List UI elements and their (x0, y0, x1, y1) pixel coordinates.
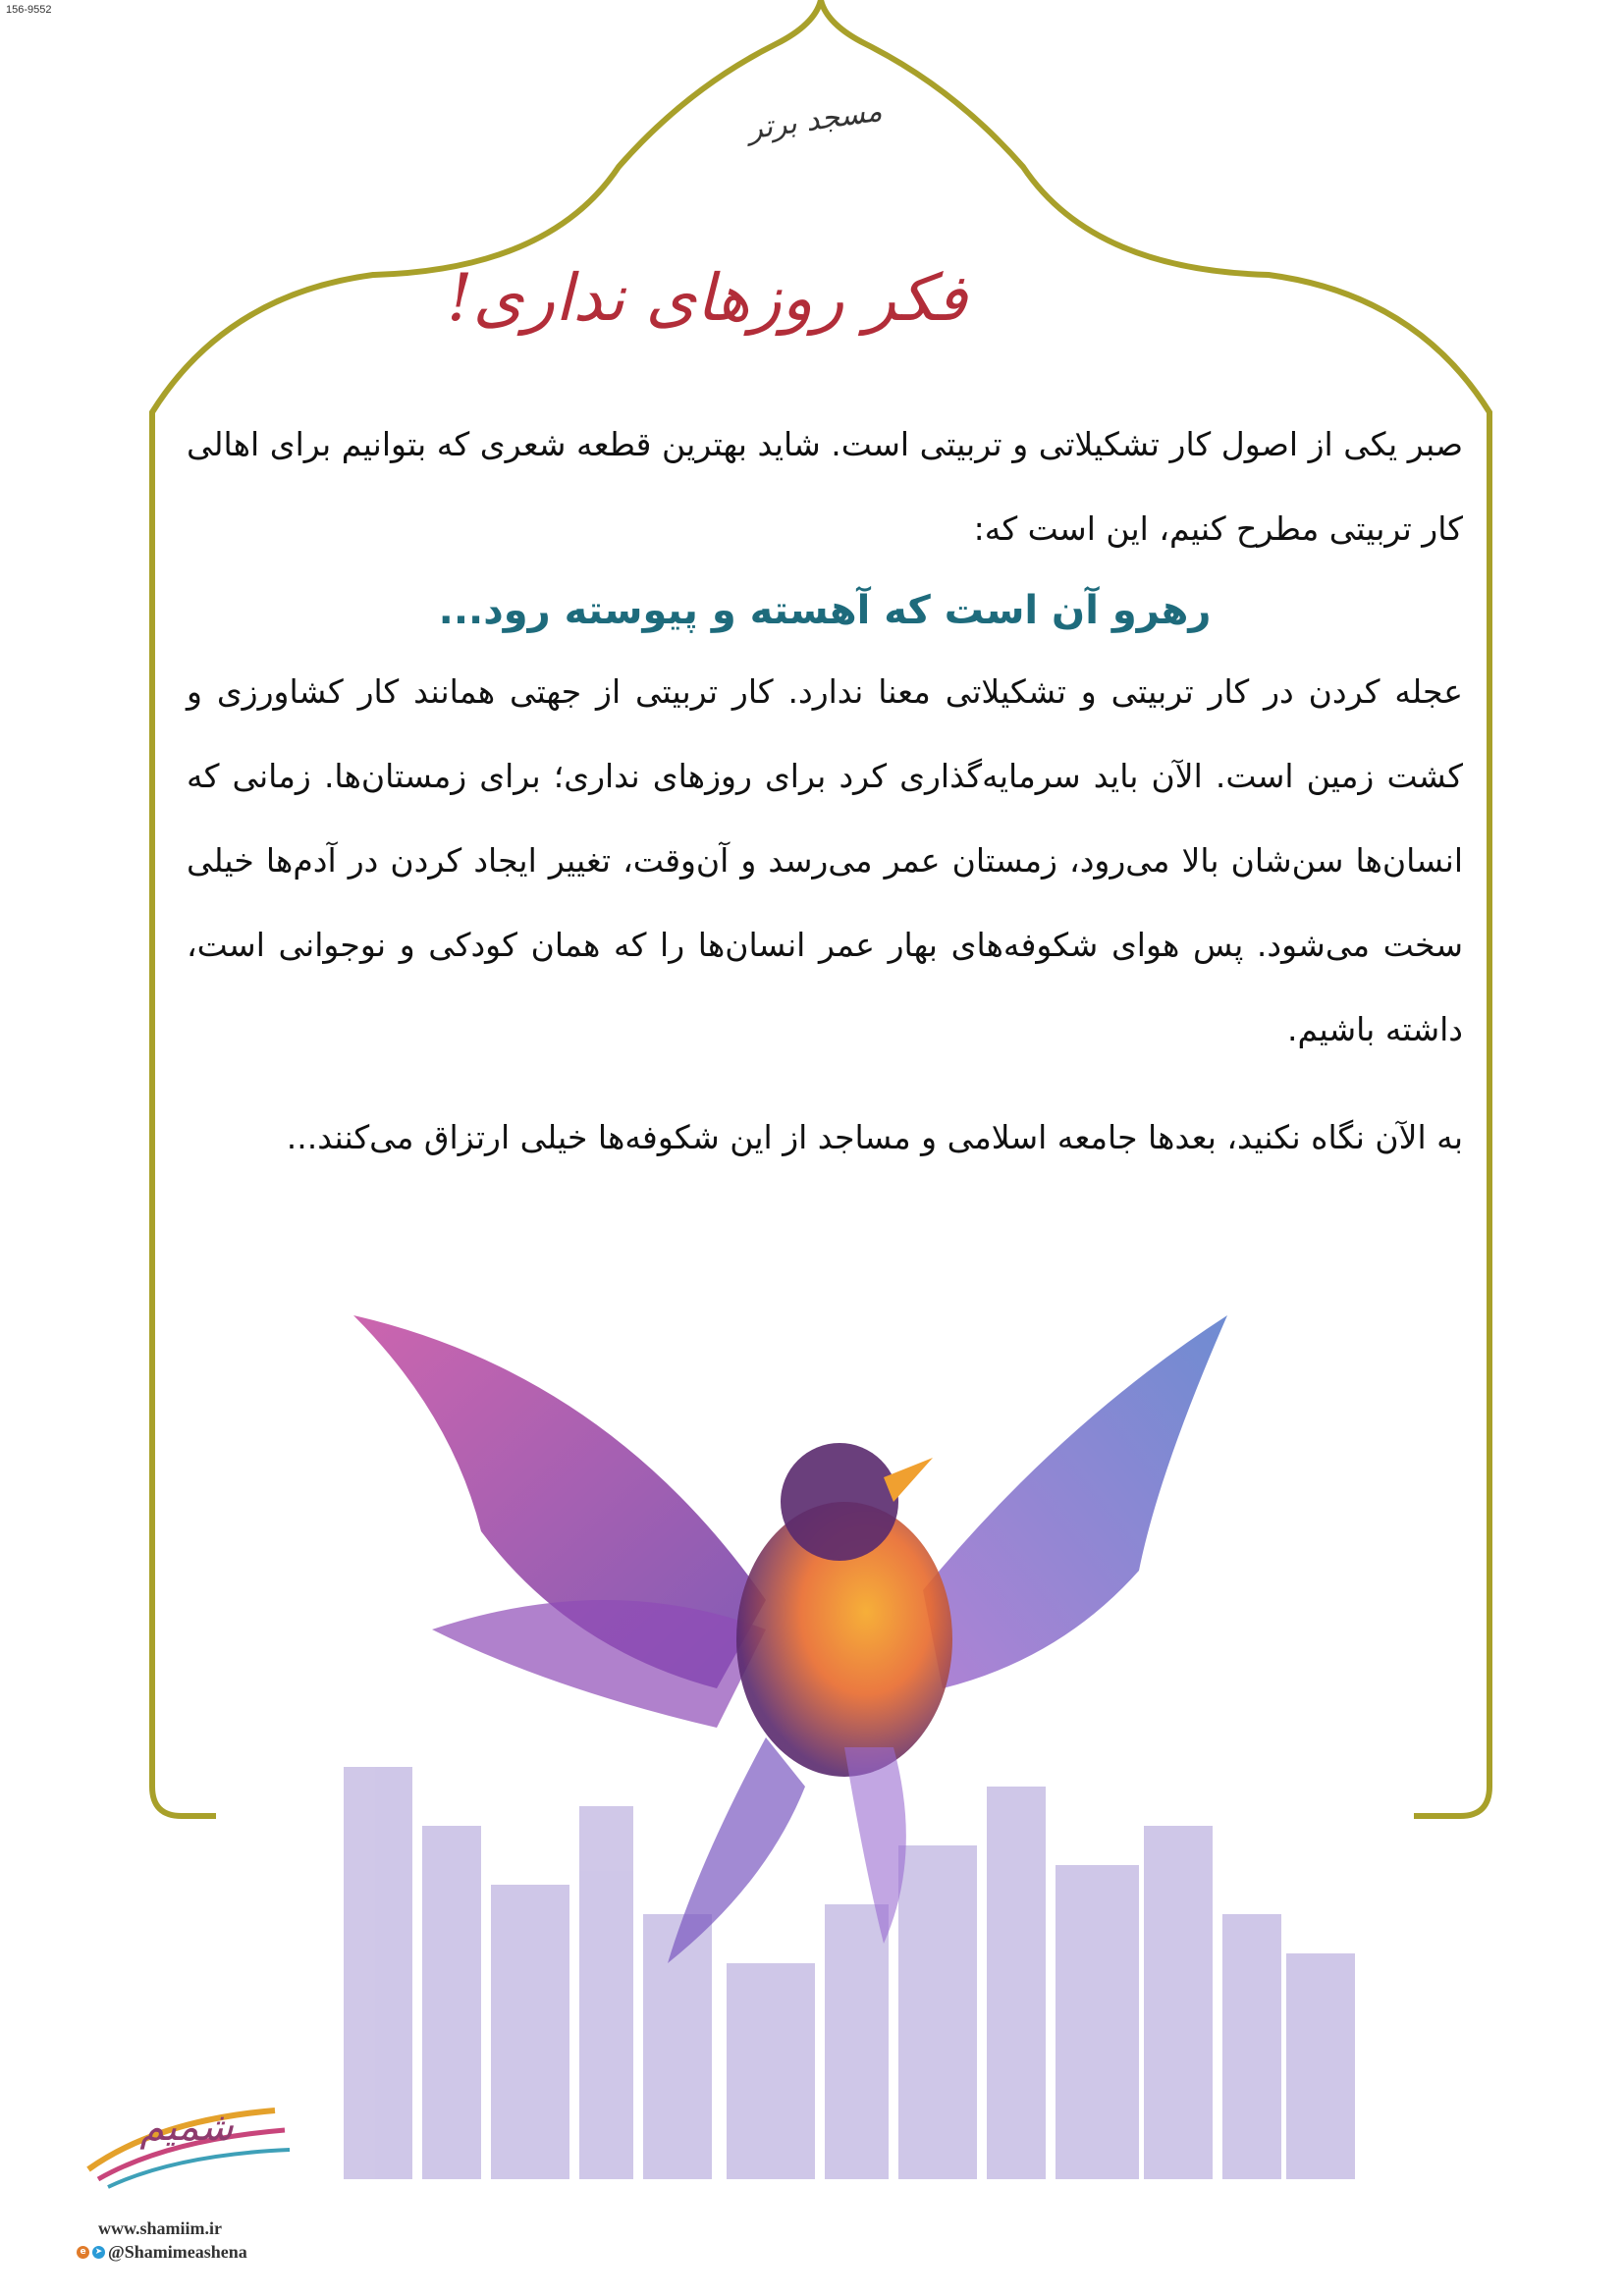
watercolor-bird-city-illustration (255, 1276, 1434, 2218)
shamim-logo (79, 2081, 295, 2199)
series-mark: مسجد برتر (745, 93, 885, 147)
paragraph-1: صبر یکی از اصول کار تشکیلاتی و تربیتی است. شاید بهترین قطعه شعری که بتوانیم برای اهالی کار تربیتی مطرح کنیم، این است که: (187, 425, 1463, 548)
logo-text: شمیم (139, 2105, 234, 2150)
eitaa-icon[interactable]: e (77, 2246, 89, 2259)
social-row (77, 2242, 247, 2263)
website-link[interactable]: www.shamiim.ir (98, 2218, 222, 2238)
paragraph-2: عجله کردن در کار تربیتی و تشکیلاتی معنا ندارد. کار تربیتی از جهتی همانند کار کشاورزی و کشت زمین است. الآن باید سرمایه‌گذاری کرد برای روزهای نداری؛ برای زمستان‌ها. زمانی که انسان‌ها سن‌شان بالا می‌رود، زمستان عمر می‌رسد و آن‌وقت، تغییر ایجاد کردن در آدم‌ها خیلی سخت می‌شود. پس هوای شکوفه‌های بهار عمر انسان‌ها را که همان کودکی و نوجوانی است، داشته باشیم. (187, 672, 1463, 1048)
paragraph-3: به الآن نگاه نکنید، بعدها جامعه اسلامی و مساجد از این شکوفه‌ها خیلی ارتزاق می‌کنند... (286, 1118, 1463, 1156)
document-code: 156-9552 (6, 4, 52, 16)
telegram-icon[interactable]: ➤ (92, 2246, 105, 2259)
body-text (187, 402, 1463, 1180)
page-title: فکر روزهای نداری! (447, 260, 967, 336)
city-skyline (344, 1767, 1355, 2179)
highlighted-quote: رهرو آن است که آهسته و پیوسته رود... (438, 588, 1212, 633)
social-handle[interactable]: @Shamimeashena (108, 2242, 247, 2262)
